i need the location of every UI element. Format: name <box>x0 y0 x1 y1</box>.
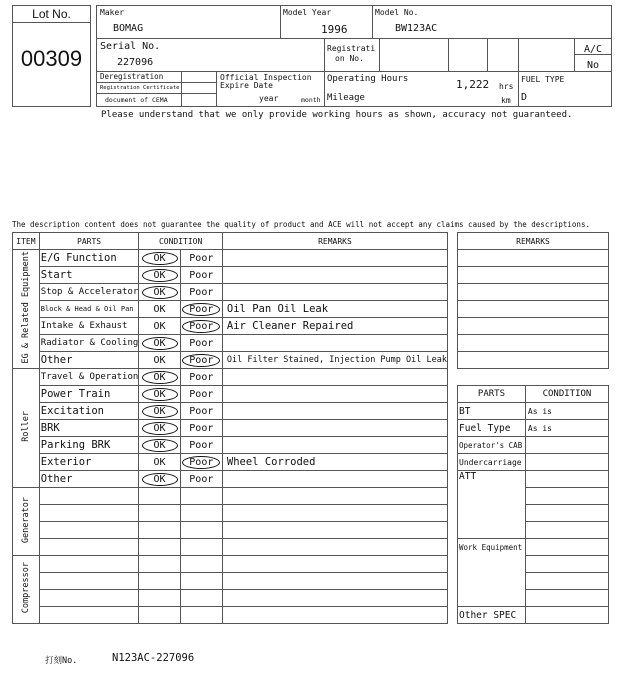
condition-poor <box>180 607 222 624</box>
table-row <box>13 488 448 505</box>
cema-value <box>181 94 217 106</box>
remark <box>222 284 447 301</box>
side-condition-att <box>525 522 608 539</box>
ok-label-circled: OK <box>142 473 178 486</box>
condition-ok <box>139 607 180 624</box>
remark <box>222 522 447 539</box>
condition-ok <box>139 250 180 267</box>
part-name: Exterior <box>39 454 139 471</box>
side-part-bt: BT <box>458 403 526 420</box>
table-row <box>13 471 448 488</box>
condition-ok <box>139 590 180 607</box>
condition-ok <box>139 488 180 505</box>
side-condition-att <box>525 488 608 505</box>
poor-label: Poor <box>189 439 214 451</box>
side-remarks-row <box>458 267 609 284</box>
group-label-cell <box>13 369 40 488</box>
remark <box>222 403 447 420</box>
group-label: Compressor <box>20 562 31 614</box>
table-row <box>13 505 448 522</box>
ok-label: OK <box>153 303 166 315</box>
part-name: Excitation <box>39 403 139 420</box>
group-label-cell <box>13 556 40 624</box>
registration-value-1 <box>380 39 449 72</box>
condition-ok <box>139 573 180 590</box>
table-row <box>13 556 448 573</box>
group-label-cell <box>13 250 40 369</box>
part-name <box>39 488 139 505</box>
deregistration-label: Deregistration <box>97 72 181 83</box>
disclaimer-text: The description content does not guarantee the quality of product and ACE will not accept any claims caused by the descriptions. <box>12 220 590 229</box>
ok-label-circled: OK <box>142 252 178 265</box>
condition-ok <box>139 522 180 539</box>
ok-label-circled: OK <box>142 337 178 350</box>
condition-table-header <box>13 233 448 250</box>
poor-label-circled: Poor <box>182 456 220 469</box>
part-name <box>39 505 139 522</box>
side-remarks-row <box>458 301 609 318</box>
part-name: Block & Head & Oil Pan <box>39 301 139 318</box>
poor-label: Poor <box>189 388 214 400</box>
condition-ok <box>139 267 180 284</box>
part-name <box>39 522 139 539</box>
maker-cell <box>97 6 281 39</box>
ok-label-circled: OK <box>142 371 178 384</box>
table-row <box>13 590 448 607</box>
stamp-label: 打刻No. <box>45 656 78 666</box>
header-condition: CONDITION <box>139 233 223 250</box>
fuel-type-cell <box>519 72 611 106</box>
side-condition-undercarriage <box>525 454 608 471</box>
part-name: Intake & Exhaust <box>39 318 139 335</box>
side-header-parts: PARTS <box>458 386 526 403</box>
month-label: month <box>301 96 321 104</box>
table-row <box>13 284 448 301</box>
part-name: Radiator & Cooling <box>39 335 139 352</box>
deregistration-value <box>181 72 217 83</box>
reg-cert-value <box>181 83 217 94</box>
condition-ok <box>139 369 180 386</box>
ok-label: OK <box>153 456 166 468</box>
side-condition-att <box>525 505 608 522</box>
operating-hours-value: 1,222 <box>456 78 490 91</box>
ac-label: A/C <box>583 44 603 55</box>
registration-label-1: Registrati <box>327 44 376 53</box>
side-condition-other-spec <box>525 607 608 624</box>
inspection-label-2: Expire Date <box>220 81 273 90</box>
condition-poor <box>180 301 222 318</box>
ac-label-cell <box>575 39 611 55</box>
condition-poor <box>180 318 222 335</box>
side-condition-work-equipment <box>525 539 608 556</box>
side-part-work-equipment: Work Equipment <box>458 539 526 607</box>
remark: Oil Filter Stained, Injection Pump Oil Leak <box>222 352 447 369</box>
model-year-cell <box>281 6 373 39</box>
table-row <box>13 420 448 437</box>
part-name <box>39 573 139 590</box>
poor-label: Poor <box>189 371 214 383</box>
table-row <box>13 352 448 369</box>
model-no-value: BW123AC <box>395 23 438 34</box>
table-row <box>13 250 448 267</box>
condition-poor <box>180 369 222 386</box>
maker-label: Maker <box>100 8 125 17</box>
part-name: Power Train <box>39 386 139 403</box>
side-part-operators-cab: Operator's CAB <box>458 437 526 454</box>
condition-ok <box>139 505 180 522</box>
condition-poor <box>180 420 222 437</box>
side-part-fuel-type: Fuel Type <box>458 420 526 437</box>
inspection-label-1: Official Inspection <box>220 73 312 82</box>
part-name <box>39 590 139 607</box>
side-remarks-row <box>458 335 609 352</box>
fuel-type-value: D <box>521 92 528 103</box>
condition-ok <box>139 352 180 369</box>
part-name <box>39 607 139 624</box>
ok-label: OK <box>153 354 166 366</box>
poor-label-circled: Poor <box>182 303 220 316</box>
poor-label: Poor <box>189 422 214 434</box>
condition-ok <box>139 556 180 573</box>
side-part-other-spec: Other SPEC <box>458 607 526 624</box>
table-row <box>13 539 448 556</box>
hours-cell <box>325 72 519 106</box>
header-remarks: REMARKS <box>222 233 447 250</box>
group-label: Roller <box>20 411 31 442</box>
remark <box>222 437 447 454</box>
table-row <box>13 301 448 318</box>
side-remarks-row <box>458 284 609 301</box>
condition-poor <box>180 403 222 420</box>
registration-value-4 <box>519 39 575 72</box>
part-name: BRK <box>39 420 139 437</box>
side-condition-work-equipment <box>525 590 608 607</box>
condition-poor <box>180 590 222 607</box>
remark: Oil Pan Oil Leak <box>222 301 447 318</box>
registration-label-2: on No. <box>335 54 364 63</box>
ok-label-circled: OK <box>142 388 178 401</box>
group-label: Generator <box>20 496 31 544</box>
part-name: Start <box>39 267 139 284</box>
side-condition-att <box>525 471 608 488</box>
remark <box>222 335 447 352</box>
side-condition-bt: As is <box>525 403 608 420</box>
part-name: E/G Function <box>39 250 139 267</box>
table-row <box>13 386 448 403</box>
part-name: Stop & Accelerator <box>39 284 139 301</box>
group-label-cell <box>13 488 40 556</box>
remark <box>222 250 447 267</box>
remark <box>222 539 447 556</box>
serial-label: Serial No. <box>100 41 161 52</box>
condition-poor <box>180 267 222 284</box>
condition-poor <box>180 386 222 403</box>
remark <box>222 590 447 607</box>
header-parts: PARTS <box>39 233 139 250</box>
part-name <box>39 539 139 556</box>
registration-cell <box>325 39 380 72</box>
poor-label-circled: Poor <box>182 354 220 367</box>
inspection-cell <box>217 72 325 106</box>
serial-value: 227096 <box>117 57 154 68</box>
km-unit: km <box>501 96 511 105</box>
model-no-label: Model No. <box>375 8 419 17</box>
condition-ok <box>139 386 180 403</box>
part-name: Travel & Operation <box>39 369 139 386</box>
table-row <box>13 573 448 590</box>
side-remarks-header: REMARKS <box>458 233 609 250</box>
table-row <box>13 403 448 420</box>
table-row <box>13 318 448 335</box>
remark: Wheel Corroded <box>222 454 447 471</box>
model-year-label: Model Year <box>283 8 332 17</box>
condition-poor <box>180 437 222 454</box>
condition-poor <box>180 335 222 352</box>
lot-number: 00309 <box>20 46 83 71</box>
condition-table <box>12 232 448 624</box>
lot-label: Lot No. <box>13 6 90 23</box>
condition-poor <box>180 284 222 301</box>
registration-value-3 <box>488 39 519 72</box>
part-name: Other <box>39 471 139 488</box>
fuel-type-label: FUEL TYPE <box>521 75 565 84</box>
cema-label: document of CEMA <box>105 96 168 104</box>
side-condition-fuel-type: As is <box>525 420 608 437</box>
condition-ok <box>139 301 180 318</box>
condition-poor <box>180 522 222 539</box>
model-year-value: 1996 <box>321 23 348 36</box>
condition-poor <box>180 556 222 573</box>
table-row <box>13 607 448 624</box>
poor-label: Poor <box>189 405 214 417</box>
condition-ok <box>139 318 180 335</box>
group-label: EG & Related Equipment <box>20 251 31 364</box>
side-remarks-table <box>457 232 609 369</box>
registration-value-2 <box>449 39 488 72</box>
side-remarks-row <box>458 250 609 267</box>
poor-label-circled: Poor <box>182 320 220 333</box>
condition-poor <box>180 454 222 471</box>
hours-notice: Please understand that we only provide working hours as shown, accuracy not guaranteed. <box>101 110 573 120</box>
table-row <box>13 522 448 539</box>
condition-ok <box>139 403 180 420</box>
poor-label: Poor <box>189 286 214 298</box>
side-parts-table <box>457 385 609 624</box>
header-item: ITEM <box>13 233 40 250</box>
poor-label: Poor <box>189 337 214 349</box>
vehicle-info-grid <box>96 5 612 107</box>
mileage-label: Mileage <box>327 93 365 103</box>
reg-cert-label: Registration Certificate <box>97 83 181 94</box>
remark <box>222 369 447 386</box>
ok-label-circled: OK <box>142 286 178 299</box>
model-no-cell <box>373 6 611 39</box>
remark <box>222 488 447 505</box>
part-name <box>39 556 139 573</box>
side-remarks-row <box>458 352 609 369</box>
side-part-att: ATT <box>458 471 526 539</box>
condition-poor <box>180 471 222 488</box>
maker-value: BOMAG <box>113 23 144 34</box>
table-row <box>13 267 448 284</box>
ok-label: OK <box>153 320 166 332</box>
condition-ok <box>139 420 180 437</box>
condition-poor <box>180 352 222 369</box>
ok-label-circled: OK <box>142 439 178 452</box>
serial-cell <box>97 39 325 72</box>
condition-ok <box>139 284 180 301</box>
condition-poor <box>180 250 222 267</box>
poor-label: Poor <box>189 269 214 281</box>
ok-label-circled: OK <box>142 422 178 435</box>
side-header-condition: CONDITION <box>525 386 608 403</box>
lot-box <box>12 5 91 107</box>
remark <box>222 505 447 522</box>
part-name: Other <box>39 352 139 369</box>
remark <box>222 386 447 403</box>
hrs-unit: hrs <box>499 82 514 91</box>
condition-poor <box>180 573 222 590</box>
condition-poor <box>180 505 222 522</box>
ok-label-circled: OK <box>142 269 178 282</box>
condition-ok <box>139 335 180 352</box>
condition-ok <box>139 437 180 454</box>
condition-poor <box>180 488 222 505</box>
part-name: Parking BRK <box>39 437 139 454</box>
remark: Air Cleaner Repaired <box>222 318 447 335</box>
table-row <box>13 369 448 386</box>
year-label: year <box>259 94 279 103</box>
stamp-value: N123AC-227096 <box>112 652 195 664</box>
remark <box>222 607 447 624</box>
side-condition-work-equipment <box>525 556 608 573</box>
ac-value: No <box>586 60 600 71</box>
operating-hours-label: Operating Hours <box>327 74 409 84</box>
side-condition-work-equipment <box>525 573 608 590</box>
poor-label: Poor <box>189 252 214 264</box>
remark <box>222 471 447 488</box>
ok-label-circled: OK <box>142 405 178 418</box>
table-row <box>13 335 448 352</box>
side-part-undercarriage: Undercarriage <box>458 454 526 471</box>
poor-label: Poor <box>189 473 214 485</box>
condition-ok <box>139 539 180 556</box>
ac-value-cell <box>575 55 611 72</box>
table-row <box>13 454 448 471</box>
remark <box>222 267 447 284</box>
remark <box>222 420 447 437</box>
deregistration-cell <box>97 72 217 106</box>
condition-poor <box>180 539 222 556</box>
side-remarks-row <box>458 318 609 335</box>
condition-ok <box>139 454 180 471</box>
side-condition-operators-cab <box>525 437 608 454</box>
remark <box>222 573 447 590</box>
remark <box>222 556 447 573</box>
table-row <box>13 437 448 454</box>
condition-ok <box>139 471 180 488</box>
